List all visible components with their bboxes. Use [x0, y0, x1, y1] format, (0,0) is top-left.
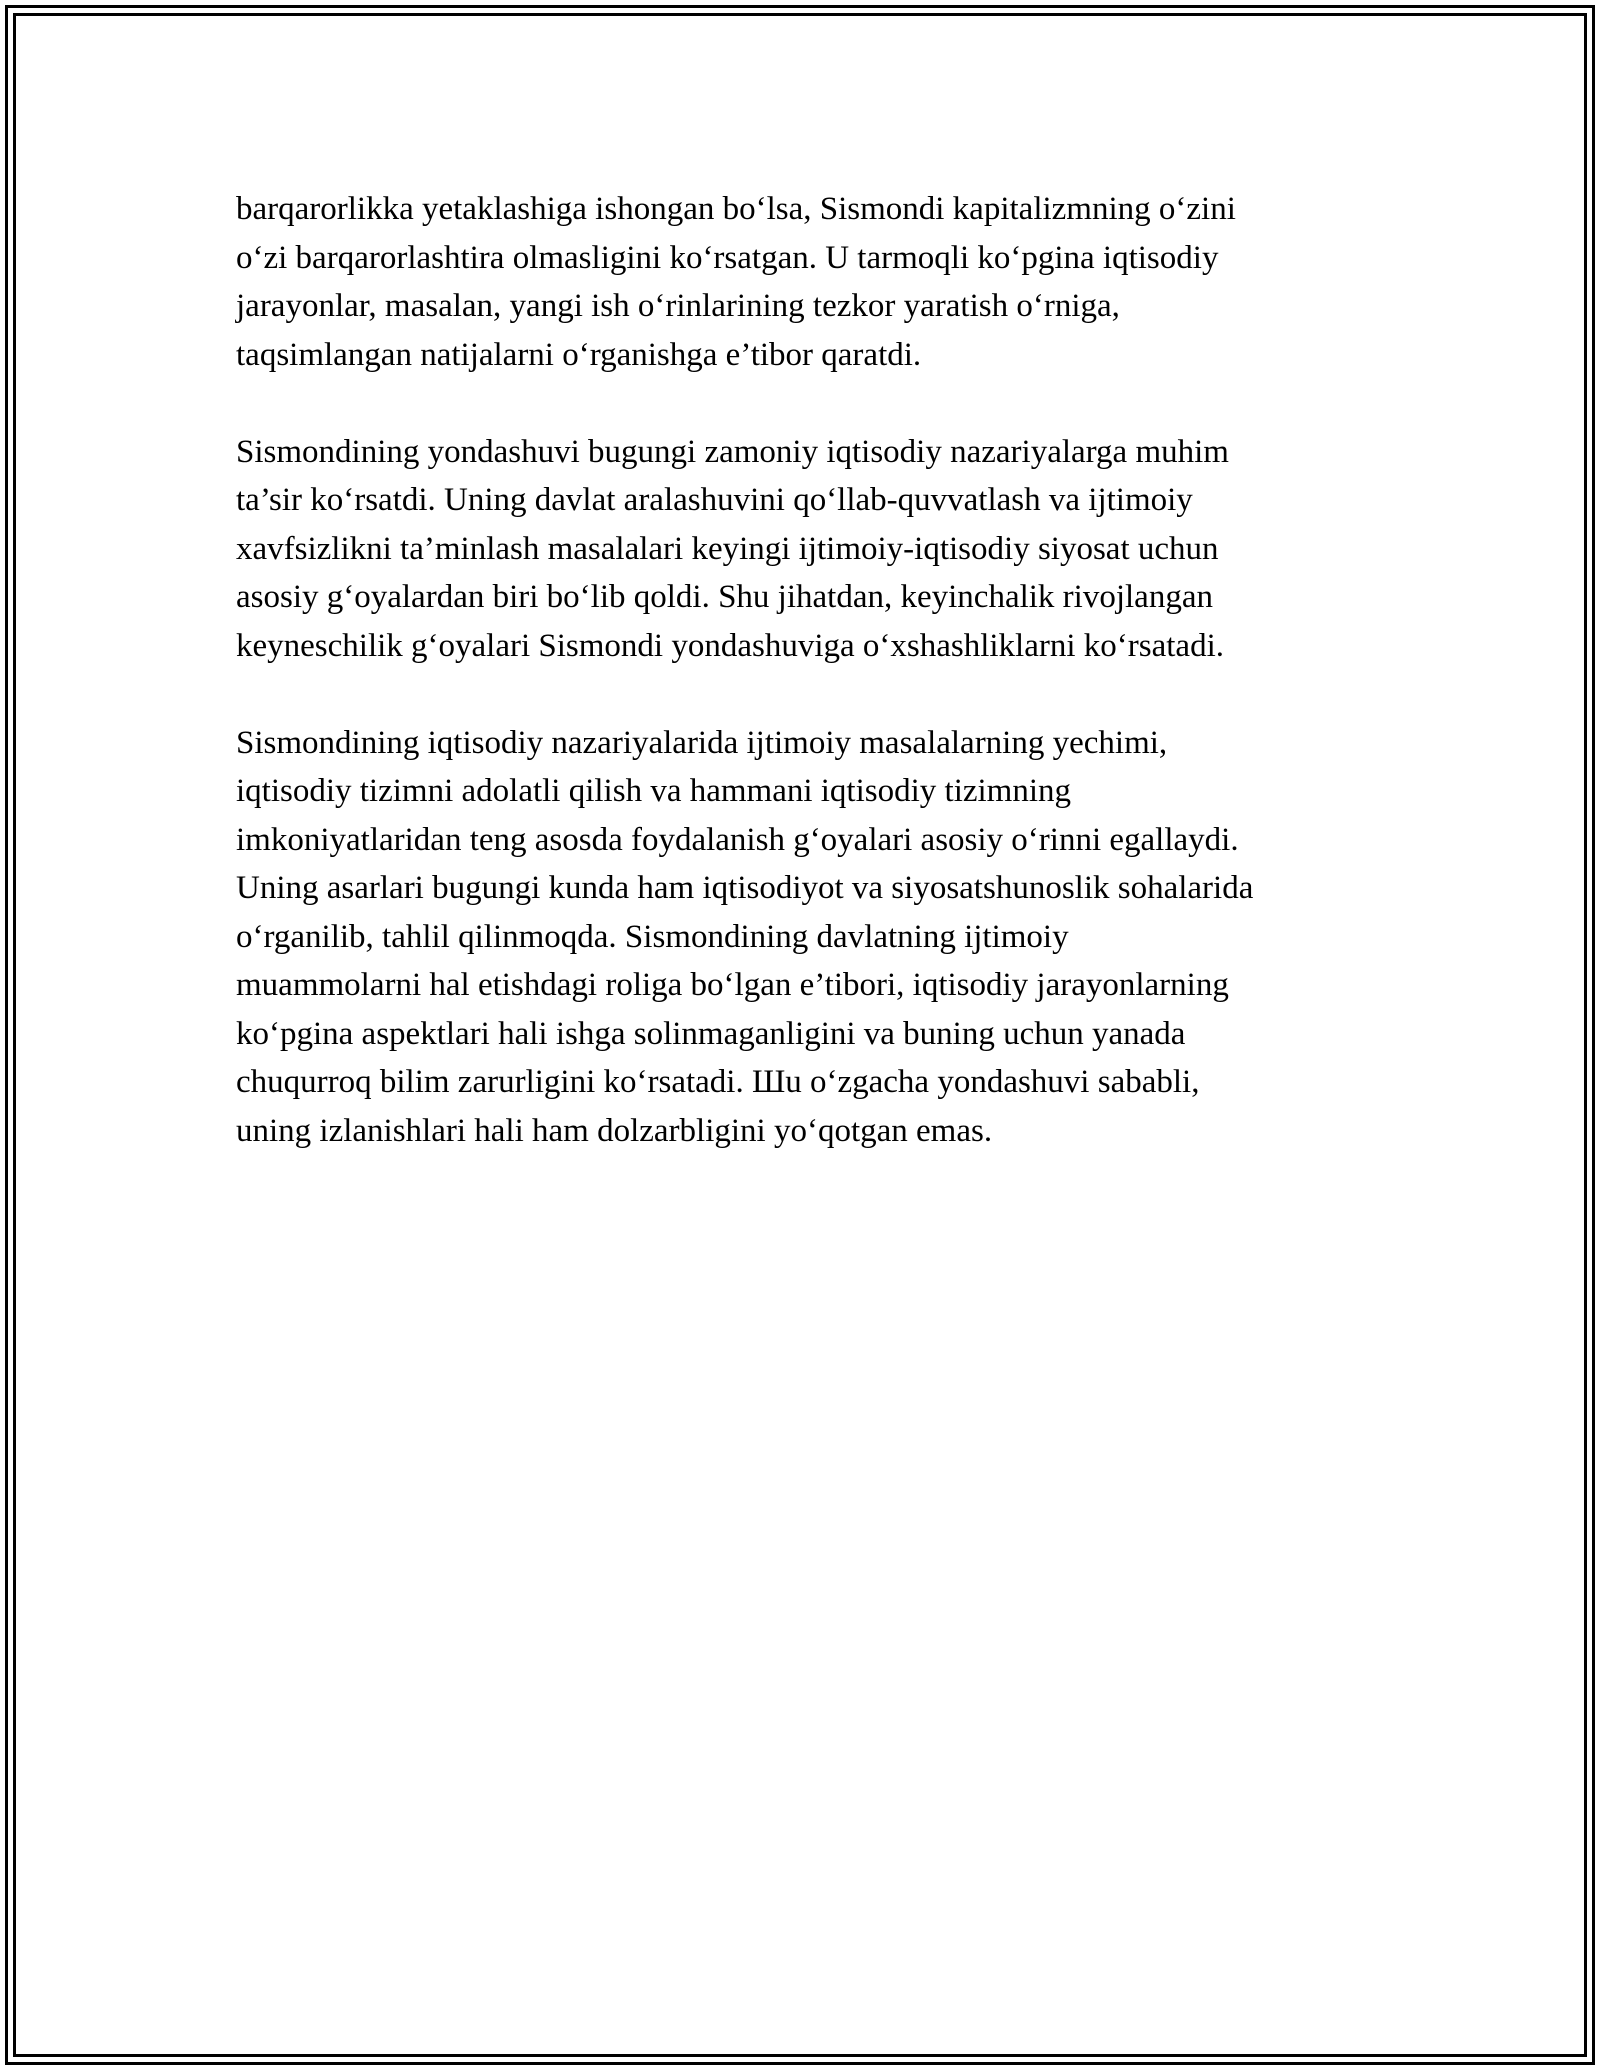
text-line: keyneschilik g‘oyalari Sismondi yondashuviga o‘xshashliklarni ko‘rsatadi.	[236, 627, 1224, 664]
paragraph-3	[236, 719, 1386, 1156]
paragraph-2	[236, 428, 1386, 671]
text-line: xavfsizlikni ta’minlash masalalari keyingi ijtimoiy-iqtisodiy siyosat uchun	[236, 530, 1219, 567]
text-line: o‘zi barqarorlashtira olmasligini ko‘rsatgan. U tarmoqli ko‘pgina iqtisodiy	[236, 239, 1219, 276]
text-line: Uning asarlari bugungi kunda ham iqtisodiyot va siyosatshunoslik sohalarida	[236, 870, 1254, 906]
text-line: Sismondining yondashuvi bugungi zamoniy iqtisodiy nazariyalarga muhim	[236, 433, 1229, 470]
text-line: uning izlanishlari hali ham dolzarbligini yo‘qotgan emas.	[236, 1112, 993, 1149]
text-line: barqarorlikka yetaklashiga ishongan bo‘lsa, Sismondi kapitalizmning o‘zini	[236, 191, 1236, 227]
text-line: o‘rganilib, tahlil qilinmoqda. Sismondining davlatning ijtimoiy	[236, 918, 1069, 955]
text-line: muammolarni hal etishdagi roliga bo‘lgan e’tibori, iqtisodiy jarayonlarning	[236, 967, 1229, 1003]
text-line: ko‘pgina aspektlari hali ishga solinmaganligini va buning uchun yanada	[236, 1015, 1186, 1052]
text-line: jarayonlar, masalan, yangi ish o‘rinlarining tezkor yaratish o‘rniga,	[236, 288, 1120, 324]
document-body	[236, 185, 1386, 1204]
paragraph-1	[236, 185, 1386, 379]
text-line: Sismondining iqtisodiy nazariyalarida ijtimoiy masalalarning yechimi,	[236, 724, 1168, 761]
text-line: iqtisodiy tizimni adolatli qilish va hammani iqtisodiy tizimning	[236, 773, 1072, 809]
text-line: chuqurroq bilim zarurligini ko‘rsatadi. Шu o‘zgacha yondashuvi sababli,	[236, 1064, 1200, 1100]
text-line: ta’sir ko‘rsatdi. Uning davlat aralashuvini qo‘llab-quvvatlash va ijtimoiy	[236, 482, 1193, 518]
text-line: taqsimlangan natijalarni o‘rganishga e’tibor qaratdi.	[236, 336, 922, 373]
text-line: asosiy g‘oyalardan biri bo‘lib qoldi. Shu jihatdan, keyinchalik rivojlangan	[236, 579, 1213, 615]
text-line: imkoniyatlaridan teng asosda foydalanish g‘oyalari asosiy o‘rinni egallaydi.	[236, 821, 1239, 858]
